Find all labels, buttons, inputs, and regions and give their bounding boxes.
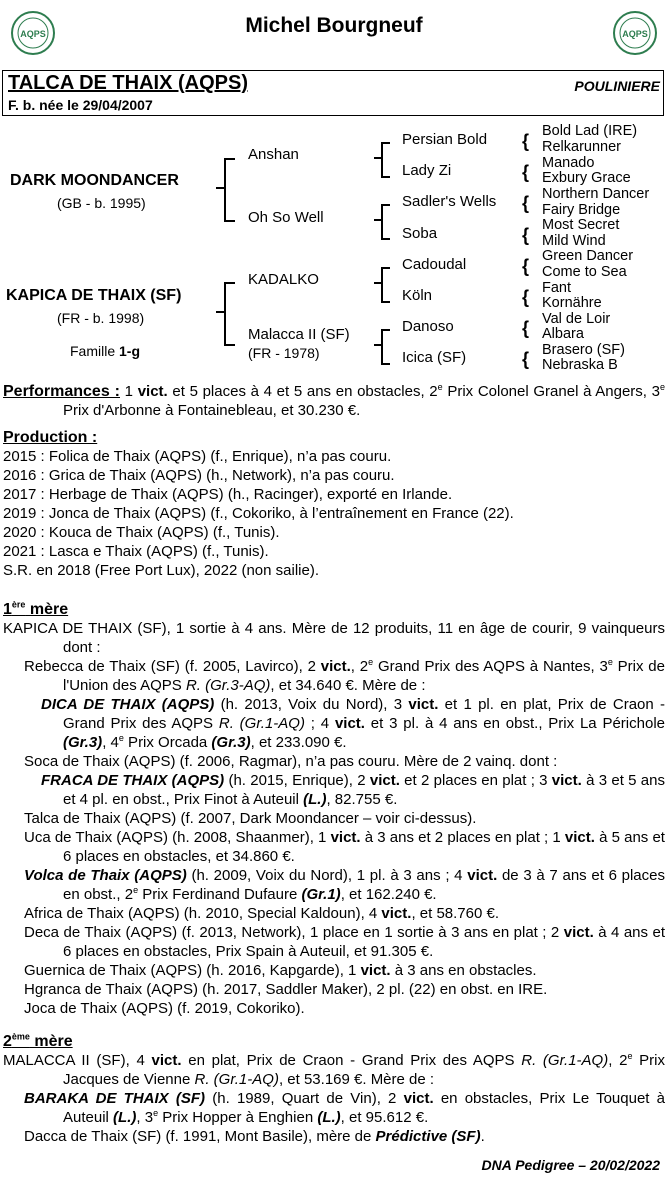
g4-12: Val de Loir	[542, 311, 611, 327]
mere2-heading: 2ème mère	[3, 1031, 73, 1050]
performances-text: Performances : 1 vict. et 5 places à 4 et 5 ans en obstacles, 2e Prix Colonel Granel à Angers, 3e Prix d'Arbonne à Fontainebleau, et 30.230 €.	[3, 382, 665, 419]
mere1-deca: Deca de Thaix (AQPS) (f. 2013, Network), 1 place en 1 sortie à 3 ans en plat ; 2 vict. à 4 ans et 6 places en obstacles, Prix Spain à Auteuil, et 91.305 €.	[24, 924, 665, 960]
g4-4: Northern Dancer	[542, 186, 650, 202]
mere1-fraca: FRACA DE THAIX (AQPS) (h. 2015, Enrique), 2 vict. et 2 places en plat ; 3 vict. à 3 et 5 ans et 4 pl. en obst., Prix Finot à Auteuil (L.), 82.755 €.	[41, 772, 665, 808]
mere1-dica: DICA DE THAIX (AQPS) (h. 2013, Voix du Nord), 3 vict. et 1 pl. en plat, Prix de Craon - Grand Prix des AQPS R. (Gr.1-AQ) ; 4 vict. et 3 pl. à 4 ans en obst., Prix La Périchole (Gr.3), 4e Prix Orcada (Gr.3), et 233.090 €.	[41, 696, 665, 751]
g3-5: Köln	[402, 287, 433, 304]
page-title: Michel Bourgneuf	[245, 14, 423, 37]
production-line: 2015 : Folica de Thaix (AQPS) (f., Enrique), n’a pas couru.	[3, 448, 392, 465]
g4-8: Green Dancer	[542, 248, 634, 264]
g4-11: Kornähre	[542, 295, 602, 311]
bracket-g3-6: {	[522, 318, 530, 338]
mere1-rebecca: Rebecca de Thaix (SF) (f. 2005, Lavirco), 2 vict., 2e Grand Prix des AQPS à Nantes, 3e Prix de l'Union des AQPS R. (Gr.3-AQ), et 34.640 €. Mère de :	[24, 657, 665, 694]
bracket-g3-4: {	[522, 256, 530, 276]
g4-13: Albara	[542, 326, 584, 342]
g2-dam-sire: KADALKO	[248, 271, 319, 288]
g4-3: Exbury Grace	[542, 170, 631, 186]
horse-birth: F. b. née le 29/04/2007	[8, 97, 153, 113]
production-section	[3, 428, 665, 580]
mere1-heading: 1ère mère	[3, 599, 69, 618]
g4-14: Brasero (SF)	[542, 342, 625, 358]
mere2-baraka: BARAKA DE THAIX (SF) (h. 1989, Quart de Vin), 2 vict. en obstacles, Prix Le Touquet à Auteuil (L.), 3e Prix Hopper à Enghien (L.), et 95.612 €.	[24, 1090, 666, 1126]
logo-text-right: AQPS	[622, 29, 648, 39]
g4-9: Come to Sea	[542, 264, 627, 280]
g4-1: Relkarunner	[542, 139, 621, 155]
mere1-talca: Talca de Thaix (AQPS) (f. 2007, Dark Moondancer – voir ci-dessus).	[24, 810, 477, 827]
bracket-g3-0: {	[522, 131, 530, 151]
production-line: 2016 : Grica de Thaix (AQPS) (h., Network), n’a pas couru.	[3, 467, 395, 484]
g2-dam-dam-detail: (FR - 1978)	[248, 345, 320, 361]
bracket-g2-2-tick	[374, 282, 381, 284]
g3-7: Icica (SF)	[402, 349, 467, 366]
horse-status: POULINIERE	[574, 78, 660, 94]
g2-dam-dam: Malacca II (SF)	[248, 326, 350, 343]
footer: DNA Pedigree – 20/02/2022	[481, 1157, 660, 1173]
mere1-guernica: Guernica de Thaix (AQPS) (h. 2016, Kapgarde), 1 vict. à 3 ans en obstacles.	[24, 962, 537, 979]
mere2-dacca: Dacca de Thaix (SF) (f. 1991, Mont Basile), mère de Prédictive (SF).	[24, 1128, 485, 1145]
mere1-uca: Uca de Thaix (AQPS) (h. 2008, Shaanmer), 1 vict. à 3 ans et 2 places en plat ; 1 vict. à 5 ans et 6 places en obstacles, et 34.860 €.	[24, 829, 665, 865]
bracket-g3-1: {	[522, 162, 530, 182]
bracket-sire	[224, 158, 235, 222]
mere1-intro: KAPICA DE THAIX (SF), 1 sortie à 4 ans. Mère de 12 produits, 11 en âge de courir, 9 vainqueurs dont :	[3, 620, 665, 656]
production-line: 2019 : Jonca de Thaix (AQPS) (f., Cokoriko, à l’entraînement en France (22).	[3, 505, 514, 522]
dam-detail: (FR - b. 1998)	[57, 310, 145, 326]
g2-sire-sire: Anshan	[248, 146, 299, 163]
bracket-g2-1	[381, 204, 390, 240]
bracket-g2-1-tick	[374, 219, 381, 221]
g3-0: Persian Bold	[402, 131, 488, 148]
g3-2: Sadler's Wells	[402, 193, 497, 210]
g4-5: Fairy Bridge	[542, 202, 621, 218]
mere1-hgranca: Hgranca de Thaix (AQPS) (h. 2017, Saddler Maker), 2 pl. (22) en obst. en IRE.	[24, 981, 548, 998]
family: Famille 1-g	[70, 343, 141, 359]
bracket-g2-0-tick	[374, 157, 381, 159]
mere1-soca: Soca de Thaix (AQPS) (f. 2006, Ragmar), n’a pas couru. Mère de 2 vainq. dont :	[24, 753, 558, 770]
g4-2: Manado	[542, 155, 595, 171]
bracket-dam	[224, 282, 235, 346]
g3-1: Lady Zi	[402, 162, 452, 179]
dam-name: KAPICA DE THAIX (SF)	[6, 287, 182, 304]
g4-15: Nebraska B	[542, 357, 618, 373]
g4-10: Fant	[542, 280, 572, 296]
mere1-volca: Volca de Thaix (AQPS) (h. 2009, Voix du Nord), 1 pl. à 3 ans ; 4 vict. de 3 à 7 ans et 6 places en obst., 2e Prix Ferdinand Dufaure (Gr.1), et 162.240 €.	[24, 867, 665, 903]
sire-detail: (GB - b. 1995)	[57, 195, 146, 211]
production-line: 2021 : Lasca e Thaix (AQPS) (f., Tunis).	[3, 543, 269, 560]
mere2-malacca: MALACCA II (SF), 4 vict. en plat, Prix de Craon - Grand Prix des AQPS R. (Gr.1-AQ), 2e Prix Jacques de Vienne R. (Gr.1-AQ), et 53.169 €. Mère de :	[3, 1051, 665, 1088]
g4-7: Mild Wind	[542, 233, 606, 249]
bracket-sire-tick	[216, 187, 224, 189]
bracket-g2-2	[381, 267, 390, 303]
mere1-africa: Africa de Thaix (AQPS) (h. 2010, Special Kaldoun), 4 vict., et 58.760 €.	[24, 905, 500, 922]
bracket-g3-5: {	[522, 287, 530, 307]
g3-6: Danoso	[402, 318, 454, 335]
bracket-g2-3	[381, 329, 390, 365]
aqps-logo-right-icon	[612, 10, 658, 56]
production-line: S.R. en 2018 (Free Port Lux), 2022 (non sailie).	[3, 562, 319, 579]
g4-0: Bold Lad (IRE)	[542, 123, 638, 139]
bracket-g2-3-tick	[374, 344, 381, 346]
bracket-g3-3: {	[522, 225, 530, 245]
sire-name: DARK MOONDANCER	[10, 172, 179, 189]
mere1-joca: Joca de Thaix (AQPS) (f. 2019, Cokoriko).	[24, 1000, 305, 1017]
bracket-dam-tick	[216, 311, 224, 313]
g4-6: Most Secret	[542, 217, 620, 233]
production-heading: Production :	[3, 429, 98, 446]
bracket-g2-0	[381, 142, 390, 178]
mere2-section	[3, 1032, 665, 1146]
horse-name: TALCA DE THAIX (AQPS)	[8, 72, 248, 94]
mere1-section	[3, 600, 665, 1018]
g3-4: Cadoudal	[402, 256, 467, 273]
performances-section	[3, 382, 665, 420]
bracket-g3-2: {	[522, 193, 530, 213]
bracket-g3-7: {	[522, 349, 530, 369]
production-line: 2020 : Kouca de Thaix (AQPS) (f., Tunis).	[3, 524, 280, 541]
production-line: 2017 : Herbage de Thaix (AQPS) (h., Racinger), exporté en Irlande.	[3, 486, 453, 503]
logo-text-left: AQPS	[20, 29, 46, 39]
g3-3: Soba	[402, 225, 438, 242]
g2-sire-dam: Oh So Well	[248, 209, 324, 226]
